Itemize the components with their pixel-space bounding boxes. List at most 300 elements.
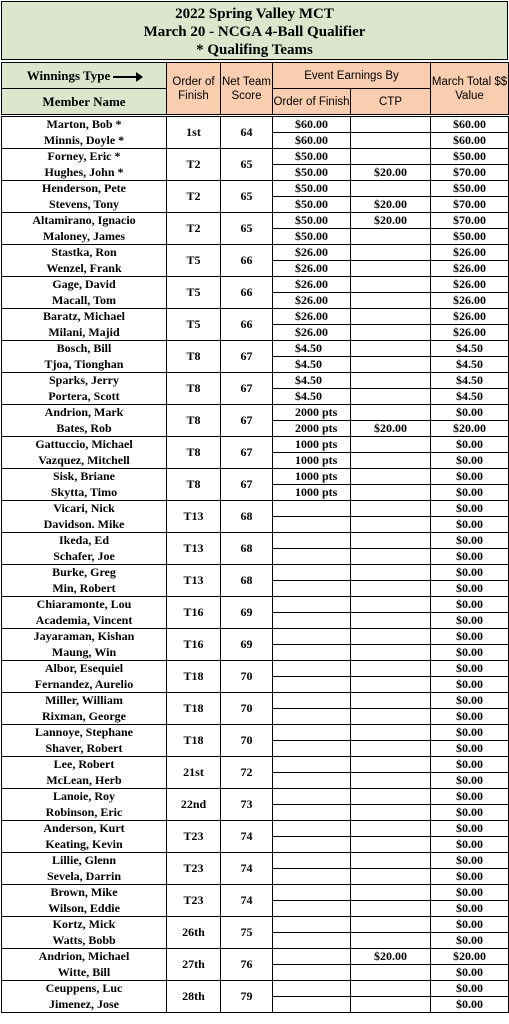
march-total-value: $26.00	[431, 309, 509, 325]
order-of-finish: T2	[167, 213, 221, 245]
earnings-order-value	[273, 965, 351, 981]
march-total-value: $0.00	[431, 981, 509, 997]
earnings-order-value: $26.00	[273, 261, 351, 277]
net-team-score: 68	[221, 565, 273, 597]
earnings-ctp-value	[351, 629, 431, 645]
earnings-order-value: 2000 pts	[273, 405, 351, 421]
earnings-ctp-value	[351, 261, 431, 277]
member-name: Lillie, Glenn	[51, 853, 116, 867]
earnings-ctp-value	[351, 357, 431, 373]
earnings-order-value	[273, 725, 351, 741]
member-name: Sparks, Jerry	[49, 373, 119, 387]
member-name: Andrion, Michael	[38, 949, 130, 963]
member-name: McLean, Herb	[46, 772, 122, 787]
earnings-order-value	[273, 853, 351, 869]
member-name: Rixman, George	[42, 708, 126, 723]
earnings-ctp-header: CTP	[351, 89, 431, 115]
team-members	[2, 853, 167, 885]
earnings-order-value	[273, 933, 351, 949]
march-total-value: $0.00	[431, 725, 509, 741]
march-total-value: $0.00	[431, 453, 509, 469]
march-total-value: $0.00	[431, 437, 509, 453]
earnings-ctp-value	[351, 997, 431, 1013]
member-name: Witte, Bill	[57, 964, 111, 979]
earnings-ctp-value	[351, 469, 431, 485]
march-total-value: $0.00	[431, 597, 509, 613]
earnings-ctp-value	[351, 693, 431, 709]
team-members	[2, 341, 167, 373]
member-name: Baratz, Michael	[43, 309, 125, 323]
table-row	[2, 245, 509, 261]
earnings-ctp-value	[351, 437, 431, 453]
march-total-value: $50.00	[431, 229, 509, 245]
earnings-ctp-value	[351, 277, 431, 293]
title-banner	[1, 1, 508, 60]
march-total-value: $26.00	[431, 245, 509, 261]
earnings-ctp-value	[351, 965, 431, 981]
table-row	[2, 629, 509, 645]
column-header-table	[1, 62, 509, 115]
earnings-ctp-value	[351, 533, 431, 549]
earnings-ctp-value	[351, 981, 431, 997]
earnings-order-value: $50.00	[273, 165, 351, 181]
earnings-order-value	[273, 869, 351, 885]
order-of-finish: 1st	[167, 117, 221, 149]
earnings-ctp-value	[351, 181, 431, 197]
earnings-ctp-value	[351, 869, 431, 885]
member-name: Keating, Kevin	[45, 836, 123, 851]
member-name: Min, Robert	[52, 580, 116, 595]
table-row	[2, 437, 509, 453]
team-members	[2, 661, 167, 693]
member-name: Stastka, Ron	[51, 245, 117, 259]
order-of-finish: 27th	[167, 949, 221, 981]
table-row	[2, 405, 509, 421]
earnings-order-value	[273, 805, 351, 821]
order-of-finish: T8	[167, 341, 221, 373]
earnings-ctp-value	[351, 309, 431, 325]
member-name: Shaver, Robert	[45, 740, 123, 755]
table-row	[2, 501, 509, 517]
order-of-finish: T8	[167, 405, 221, 437]
net-team-score: 65	[221, 181, 273, 213]
member-name: Schafer, Joe	[53, 548, 115, 563]
table-row	[2, 181, 509, 197]
table-row	[2, 917, 509, 933]
earnings-ctp-value	[351, 725, 431, 741]
earnings-order-value	[273, 741, 351, 757]
earnings-ctp-value	[351, 933, 431, 949]
march-total-value: $0.00	[431, 805, 509, 821]
net-team-score: 67	[221, 341, 273, 373]
net-team-score: 79	[221, 981, 273, 1013]
member-name: Bosch, Bill	[56, 341, 112, 355]
net-team-score: 67	[221, 437, 273, 469]
member-name: Davidson. Mike	[43, 516, 125, 531]
team-members	[2, 405, 167, 437]
earnings-order-value: $50.00	[273, 229, 351, 245]
table-row	[2, 565, 509, 581]
member-name: Watts, Bobb	[52, 932, 116, 947]
order-of-finish: 26th	[167, 917, 221, 949]
net-team-score-header: Net Team Score	[221, 63, 273, 115]
team-members	[2, 181, 167, 213]
member-name: Fernandez, Aurelio	[34, 676, 134, 691]
net-team-score: 67	[221, 373, 273, 405]
march-total-value: $0.00	[431, 645, 509, 661]
earnings-order-value	[273, 821, 351, 837]
member-name: Maung, Win	[51, 644, 117, 659]
march-total-value: $26.00	[431, 325, 509, 341]
earnings-ctp-value: $20.00	[351, 165, 431, 181]
earnings-ctp-value: $20.00	[351, 213, 431, 229]
net-team-score: 69	[221, 597, 273, 629]
earnings-order-value	[273, 501, 351, 517]
earnings-order-value	[273, 645, 351, 661]
earnings-ctp-value	[351, 229, 431, 245]
earnings-order-value	[273, 917, 351, 933]
march-total-value: $4.50	[431, 341, 509, 357]
order-of-finish: 21st	[167, 757, 221, 789]
earnings-ctp-value	[351, 149, 431, 165]
member-name: Ikeda, Ed	[58, 533, 110, 547]
earnings-order-value	[273, 981, 351, 997]
march-total-value: $0.00	[431, 469, 509, 485]
member-name: Milani, Majid	[48, 324, 120, 339]
member-name: Maloney, James	[43, 228, 125, 243]
earnings-order-value: $26.00	[273, 245, 351, 261]
table-row	[2, 981, 509, 997]
earnings-ctp-value	[351, 901, 431, 917]
member-name: Andrion, Mark	[44, 405, 124, 419]
net-team-score: 70	[221, 661, 273, 693]
member-name: Miller, William	[45, 693, 123, 707]
march-total-value: $0.00	[431, 869, 509, 885]
earnings-ctp-value	[351, 373, 431, 389]
net-team-score: 65	[221, 149, 273, 181]
march-total-value: $0.00	[431, 677, 509, 693]
order-of-finish: T23	[167, 885, 221, 917]
earnings-ctp-value	[351, 565, 431, 581]
event-earnings-header: Event Earnings By	[273, 63, 431, 89]
earnings-order-value: $4.50	[273, 373, 351, 389]
earnings-order-value: $50.00	[273, 197, 351, 213]
member-name: Skytta, Timo	[50, 484, 118, 499]
earnings-order-value	[273, 789, 351, 805]
table-row	[2, 725, 509, 741]
earnings-ctp-value: $20.00	[351, 949, 431, 965]
team-members	[2, 917, 167, 949]
earnings-ctp-value: $20.00	[351, 197, 431, 213]
net-team-score: 70	[221, 725, 273, 757]
march-total-value: $0.00	[431, 741, 509, 757]
earnings-ctp-value	[351, 453, 431, 469]
earnings-order-value: 1000 pts	[273, 485, 351, 501]
team-members	[2, 501, 167, 533]
table-row	[2, 853, 509, 869]
march-total-value: $26.00	[431, 261, 509, 277]
march-total-value: $0.00	[431, 517, 509, 533]
earnings-order-value: $4.50	[273, 357, 351, 373]
order-of-finish: T13	[167, 565, 221, 597]
order-of-finish: T2	[167, 181, 221, 213]
results-body	[2, 117, 509, 1013]
march-total-value: $0.00	[431, 549, 509, 565]
march-total-value: $0.00	[431, 693, 509, 709]
march-total-value: $0.00	[431, 613, 509, 629]
order-of-finish: T5	[167, 309, 221, 341]
arrow-right-icon	[113, 76, 141, 78]
order-of-finish: T23	[167, 853, 221, 885]
team-members	[2, 149, 167, 181]
earnings-ctp-value	[351, 853, 431, 869]
table-row	[2, 597, 509, 613]
order-of-finish: 22nd	[167, 789, 221, 821]
march-total-value: $0.00	[431, 533, 509, 549]
qualifying-note: * Qualifing Teams	[196, 42, 313, 58]
net-team-score: 68	[221, 501, 273, 533]
net-team-score: 69	[221, 629, 273, 661]
net-team-score: 66	[221, 309, 273, 341]
net-team-score: 66	[221, 277, 273, 309]
earnings-ctp-value	[351, 645, 431, 661]
member-name: Gage, David	[52, 277, 116, 291]
earnings-ctp-value	[351, 245, 431, 261]
table-row	[2, 277, 509, 293]
earnings-order-value: $4.50	[273, 389, 351, 405]
earnings-order-value: 1000 pts	[273, 469, 351, 485]
march-total-value: $0.00	[431, 997, 509, 1013]
march-total-value: $0.00	[431, 629, 509, 645]
march-total-value: $0.00	[431, 501, 509, 517]
earnings-order-header: Order of Finish	[273, 89, 351, 115]
team-members	[2, 629, 167, 661]
earnings-order-value	[273, 581, 351, 597]
earnings-order-value	[273, 613, 351, 629]
order-of-finish: T13	[167, 501, 221, 533]
march-total-value: $0.00	[431, 405, 509, 421]
team-members	[2, 885, 167, 917]
member-name-header: Member Name	[2, 89, 167, 115]
member-name: Gattuccio, Michael	[35, 437, 133, 451]
member-name: Burke, Greg	[52, 565, 116, 579]
net-team-score: 74	[221, 885, 273, 917]
table-row	[2, 661, 509, 677]
earnings-order-value	[273, 693, 351, 709]
earnings-ctp-value	[351, 773, 431, 789]
earnings-order-value	[273, 533, 351, 549]
member-name: Lanoie, Roy	[52, 789, 115, 803]
earnings-ctp-value	[351, 885, 431, 901]
team-members	[2, 309, 167, 341]
table-row	[2, 469, 509, 485]
earnings-order-value: 1000 pts	[273, 453, 351, 469]
march-total-value: $4.50	[431, 357, 509, 373]
earnings-ctp-value	[351, 741, 431, 757]
earnings-order-value	[273, 885, 351, 901]
member-name: Bates, Rob	[56, 420, 112, 435]
sheet-title: 2022 Spring Valley MCT	[175, 6, 334, 22]
earnings-order-value	[273, 677, 351, 693]
march-total-value: $70.00	[431, 213, 509, 229]
member-name: Henderson, Pete	[42, 181, 126, 195]
earnings-ctp-value	[351, 517, 431, 533]
table-row	[2, 117, 509, 133]
earnings-ctp-value	[351, 789, 431, 805]
member-name: Minnis, Doyle *	[43, 132, 125, 147]
member-name: Ceuppens, Luc	[45, 981, 123, 995]
table-row	[2, 213, 509, 229]
earnings-ctp-value	[351, 549, 431, 565]
team-members	[2, 533, 167, 565]
earnings-order-value: $50.00	[273, 181, 351, 197]
earnings-ctp-value	[351, 677, 431, 693]
team-members	[2, 949, 167, 981]
march-total-value: $0.00	[431, 885, 509, 901]
earnings-order-value: $26.00	[273, 293, 351, 309]
team-members	[2, 469, 167, 501]
order-of-finish-header: Order of Finish	[167, 63, 221, 115]
order-of-finish: T16	[167, 629, 221, 661]
earnings-ctp-value	[351, 501, 431, 517]
order-of-finish: T18	[167, 661, 221, 693]
earnings-order-value: $26.00	[273, 325, 351, 341]
order-of-finish: T8	[167, 469, 221, 501]
member-name: Portera, Scott	[48, 388, 120, 403]
member-name: Wilson, Eddie	[48, 900, 120, 915]
member-name: Vazquez, Mitchell	[38, 452, 130, 467]
member-name: Hughes, John *	[44, 164, 124, 179]
march-total-value: $0.00	[431, 837, 509, 853]
member-name: Tjoa, Tionghan	[44, 356, 124, 371]
earnings-order-value	[273, 549, 351, 565]
earnings-ctp-value	[351, 117, 431, 133]
member-name: Anderson, Kurt	[43, 821, 125, 835]
earnings-order-value	[273, 709, 351, 725]
order-of-finish: T2	[167, 149, 221, 181]
earnings-ctp-value	[351, 133, 431, 149]
earnings-ctp-value: $20.00	[351, 421, 431, 437]
earnings-ctp-value	[351, 757, 431, 773]
member-name: Kortz, Mick	[52, 917, 116, 931]
order-of-finish: T5	[167, 245, 221, 277]
earnings-order-value	[273, 901, 351, 917]
net-team-score: 76	[221, 949, 273, 981]
net-team-score: 70	[221, 693, 273, 725]
earnings-order-value	[273, 629, 351, 645]
order-of-finish: T18	[167, 725, 221, 757]
table-row	[2, 757, 509, 773]
team-members	[2, 725, 167, 757]
earnings-order-value	[273, 565, 351, 581]
march-total-value: $0.00	[431, 757, 509, 773]
earnings-order-value	[273, 949, 351, 965]
earnings-order-value: 2000 pts	[273, 421, 351, 437]
march-total-value: $50.00	[431, 181, 509, 197]
table-row	[2, 309, 509, 325]
earnings-ctp-value	[351, 405, 431, 421]
team-members	[2, 565, 167, 597]
net-team-score: 66	[221, 245, 273, 277]
earnings-order-value: $50.00	[273, 149, 351, 165]
earnings-order-value	[273, 997, 351, 1013]
march-total-value: $0.00	[431, 965, 509, 981]
member-name: Brown, Mike	[50, 885, 118, 899]
order-of-finish: T23	[167, 821, 221, 853]
net-team-score: 64	[221, 117, 273, 149]
table-row	[2, 341, 509, 357]
winnings-type-header	[2, 63, 167, 89]
earnings-order-value	[273, 661, 351, 677]
earnings-ctp-value	[351, 581, 431, 597]
member-name: Lee, Robert	[53, 757, 115, 771]
order-of-finish: T13	[167, 533, 221, 565]
march-total-value: $26.00	[431, 293, 509, 309]
march-total-value: $0.00	[431, 789, 509, 805]
table-row	[2, 373, 509, 389]
table-row	[2, 885, 509, 901]
net-team-score: 75	[221, 917, 273, 949]
earnings-ctp-value	[351, 837, 431, 853]
earnings-ctp-value	[351, 293, 431, 309]
earnings-ctp-value	[351, 389, 431, 405]
march-total-value: $60.00	[431, 117, 509, 133]
earnings-order-value: $26.00	[273, 277, 351, 293]
sheet-subtitle: March 20 - NCGA 4-Ball Qualifier	[143, 24, 366, 40]
march-total-value: $0.00	[431, 933, 509, 949]
member-name: Lannoye, Stephane	[34, 725, 134, 739]
earnings-order-value: $4.50	[273, 341, 351, 357]
member-name: Altamirano, Ignacio	[32, 213, 136, 227]
order-of-finish: T16	[167, 597, 221, 629]
winnings-type-label: Winnings Type	[26, 67, 111, 83]
team-members	[2, 437, 167, 469]
member-name: Stevens, Tony	[48, 196, 120, 211]
earnings-ctp-value	[351, 661, 431, 677]
table-row	[2, 533, 509, 549]
earnings-ctp-value	[351, 917, 431, 933]
member-name: Macall, Tom	[51, 292, 116, 307]
team-members	[2, 821, 167, 853]
table-row	[2, 789, 509, 805]
net-team-score: 74	[221, 821, 273, 853]
member-name: Sevela, Darrin	[47, 868, 121, 883]
earnings-ctp-value	[351, 341, 431, 357]
team-members	[2, 789, 167, 821]
earnings-ctp-value	[351, 597, 431, 613]
net-team-score: 67	[221, 469, 273, 501]
march-total-value: $4.50	[431, 373, 509, 389]
net-team-score: 74	[221, 853, 273, 885]
earnings-order-value: $60.00	[273, 117, 351, 133]
march-total-value: $20.00	[431, 421, 509, 437]
march-total-value: $0.00	[431, 821, 509, 837]
earnings-order-value	[273, 597, 351, 613]
team-members	[2, 213, 167, 245]
march-total-value: $0.00	[431, 853, 509, 869]
earnings-order-value: 1000 pts	[273, 437, 351, 453]
march-total-value: $26.00	[431, 277, 509, 293]
earnings-ctp-value	[351, 485, 431, 501]
member-name: Robinson, Eric	[45, 804, 123, 819]
table-row	[2, 149, 509, 165]
march-total-value: $0.00	[431, 901, 509, 917]
order-of-finish: T18	[167, 693, 221, 725]
table-row	[2, 693, 509, 709]
net-team-score: 68	[221, 533, 273, 565]
member-name: Academia, Vincent	[35, 612, 133, 627]
team-members	[2, 277, 167, 309]
